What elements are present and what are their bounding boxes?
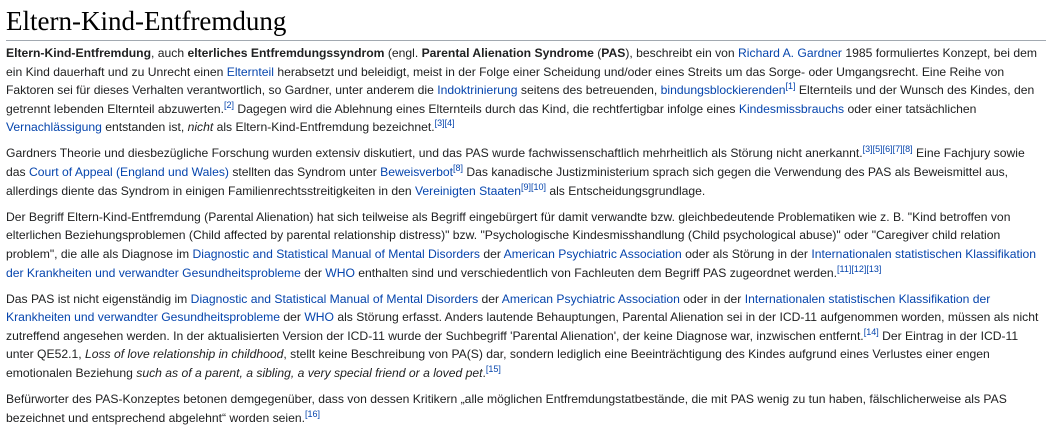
reference-superscript — [866, 263, 881, 273]
wiki-link[interactable]: Diagnostic and Statistical Manual of Mental Disorders — [192, 246, 480, 261]
wiki-link[interactable]: American Psychiatric Association — [501, 291, 680, 306]
reference-superscript — [863, 144, 873, 154]
reference-link[interactable]: [8] — [902, 144, 913, 155]
wiki-link[interactable]: American Psychiatric Association — [503, 246, 682, 261]
text-run: oder einer tatsächlichen — [844, 101, 977, 116]
text-run: Eine Fachjury sowie das — [6, 146, 1025, 180]
text-run: seitens des betreuenden, — [517, 83, 661, 98]
reference-link[interactable]: [8] — [453, 163, 464, 174]
reference-superscript — [837, 263, 851, 273]
text-run: , stellt keine Beschreibung von PA(S) dar, sondern lediglich eine Beeinträchtigung des Kindes aufgrund eines Verlustes einer engen emotionalen Beziehung — [6, 347, 990, 380]
text-run: Das PAS ist nicht eigenständig im — [6, 291, 191, 306]
text-run: . — [482, 366, 486, 380]
text-run: der — [280, 310, 305, 325]
reference-superscript — [864, 327, 879, 337]
wiki-link[interactable]: Kindesmissbrauchs — [738, 101, 845, 116]
paragraph — [6, 144, 1046, 200]
paragraph — [6, 390, 1046, 427]
text-run: Elternteils und der Wunsch des Kindes, den getrennt lebenden Elternteil abzuwerten. — [6, 83, 1035, 116]
text-run: oder als Störung in der — [681, 246, 812, 261]
reference-link[interactable]: [12] — [851, 263, 867, 274]
reference-link[interactable]: [15] — [485, 363, 501, 374]
italic-text: nicht — [187, 120, 214, 135]
text-run: Dagegen wird die Ablehnung eines Elternteils durch das Kind, die rechtfertigbar infolge eines — [234, 101, 739, 116]
reference-superscript — [873, 144, 883, 154]
wiki-link[interactable]: WHO — [325, 265, 355, 280]
text-run: der — [479, 246, 504, 261]
wiki-link[interactable]: Internationalen statistischen Klassifikation der Krankheiten und verwandter Gesundheitsprobleme — [6, 291, 991, 325]
reference-superscript — [531, 182, 546, 192]
reference-link[interactable]: [13] — [866, 263, 882, 274]
reference-link[interactable]: [14] — [863, 326, 879, 337]
reference-link[interactable]: [11] — [837, 263, 852, 274]
reference-link[interactable]: [3] — [434, 118, 445, 129]
wiki-link[interactable]: Vereinigten Staaten — [414, 183, 521, 198]
text-run: als Entscheidungsgrundlage. — [545, 183, 706, 198]
italic-text: Loss of love relationship in childhood — [84, 347, 284, 362]
reference-superscript — [893, 144, 903, 154]
wiki-link[interactable]: WHO — [304, 310, 334, 325]
bold-term: Eltern-Kind-Entfremdung — [6, 46, 151, 60]
reference-link[interactable]: [2] — [224, 99, 235, 110]
reference-superscript — [903, 144, 913, 154]
reference-link[interactable]: [5] — [872, 144, 883, 155]
wiki-link[interactable]: Vernachlässigung — [6, 120, 102, 135]
bold-term: PAS — [601, 46, 626, 60]
paragraph — [6, 208, 1046, 282]
reference-superscript — [305, 409, 320, 419]
wiki-link[interactable]: Beweisverbot — [380, 165, 454, 180]
text-run: ), beschreibt ein von — [625, 46, 739, 60]
bold-term: elterliches Entfremdungssyndrom — [187, 46, 385, 60]
reference-link[interactable]: [3] — [862, 144, 873, 155]
text-run: , auch — [151, 46, 188, 60]
text-run: Gardners Theorie und diesbezügliche Forschung wurden extensiv diskutiert, und das PAS wurde fachwissenschaftlich mehrheitlich als Störung nicht anerkannt. — [6, 146, 863, 161]
reference-superscript — [851, 263, 866, 273]
italic-text: such as of a parent, a sibling, a very special friend or a loved pet — [136, 366, 483, 380]
text-run: oder in der — [679, 291, 745, 306]
reference-superscript — [453, 163, 463, 173]
text-run: ( — [593, 46, 602, 60]
bold-term: Parental Alienation Syndrome — [421, 46, 594, 60]
text-run: als Eltern-Kind-Entfremdung bezeichnet. — [213, 120, 435, 135]
reference-superscript — [521, 182, 531, 192]
reference-link[interactable]: [6] — [882, 144, 893, 155]
text-run: der — [300, 265, 326, 280]
reference-superscript — [445, 118, 455, 128]
reference-link[interactable]: [10] — [530, 181, 546, 192]
text-run: Befürworter des PAS-Konzeptes betonen demgegenüber, dass von dessen Kritikern „alle möglichen Entfremdungstatbestände, die mit PAS wenig zu tun haben, fälschlicherweise als PAS bezeichnet und entsprechend abgelehnt“ worden seien. — [6, 392, 1007, 425]
wiki-link[interactable]: Court of Appeal (England und Wales) — [28, 165, 229, 180]
reference-superscript — [224, 100, 234, 110]
wiki-link[interactable]: Internationalen statistischen Klassifikation der Krankheiten und verwandter Gesundheitsprobleme — [6, 246, 1037, 280]
text-run: stellten das Syndrom unter — [228, 165, 381, 180]
wiki-link[interactable]: Indoktrinierung — [437, 83, 518, 98]
reference-superscript — [883, 144, 893, 154]
reference-link[interactable]: [1] — [785, 81, 796, 92]
paragraph — [6, 290, 1046, 383]
wiki-link[interactable]: Elternteil — [226, 64, 274, 79]
reference-link[interactable]: [7] — [892, 144, 903, 155]
text-run: der — [478, 291, 502, 306]
text-run: Der Eintrag in der ICD-11 unter QE52.1, — [6, 328, 1019, 362]
text-run: (engl. — [384, 46, 422, 60]
reference-link[interactable]: [4] — [444, 118, 455, 129]
reference-link[interactable]: [16] — [305, 408, 321, 419]
text-run: herabsetzt und beleidigt, meist in der Folge einer Scheidung und/oder eines Streits um das Sorge- oder Umgangsrecht. Eine Reihe von Faktoren sei für dieses Verhalten verantwortlich, so Gardner, unter anderem die — [6, 64, 1005, 98]
reference-superscript — [435, 118, 445, 128]
wiki-link[interactable]: Richard A. Gardner — [738, 46, 842, 60]
wiki-link[interactable]: Diagnostic and Statistical Manual of Mental Disorders — [190, 291, 479, 306]
page-title: Eltern-Kind-Entfremdung — [6, 4, 1046, 41]
text-run: als Störung erfasst. Anders lautende Behauptungen, Parental Alienation sei in der ICD-11 aufgenommen worden, müssen als nicht zutreffend angesehen werden. In der aktualisierten Version der ICD-11 wurde der Suchbegriff 'Parental Alienation', der keine Diagnose war, inzwischen entfernt. — [6, 310, 1039, 343]
article-body — [6, 44, 1046, 427]
text-run: enthalten sind und verschiedentlich von Fachleuten dem Begriff PAS zugeordnet werden. — [354, 265, 838, 280]
reference-superscript — [486, 364, 501, 374]
text-run: Der Begriff Eltern-Kind-Entfremdung (Parental Alienation) hat sich teilweise als Begriff eingebürgert für damit verwandte bzw. gleichbedeutende Problematiken wie z. B. "Kind betroffen von elterlichen Beziehungsproblemen (Child affected by parental relationship distress)" bzw. "Psychologische Kindesmisshandlung (Child psychological abuse)" oder "Caregiver child relation problem", die alle als Diagnose im — [6, 209, 1011, 261]
wiki-link[interactable]: bindungsblockierenden — [660, 83, 786, 98]
text-run: Das kanadische Justizministerium sprach sich gegen die Verwendung des PAS als Beweismittel aus, allerdings diente das Syndrom in einigen Familienrechtsstreitigkeiten in den — [6, 165, 1009, 198]
text-run: 1985 formuliertes Konzept, bei dem ein Kind dauerhaft und zu Unrecht einen — [6, 46, 1037, 79]
reference-link[interactable]: [9] — [520, 181, 531, 192]
reference-superscript — [786, 81, 796, 91]
text-run: entstanden ist, — [101, 120, 188, 135]
paragraph — [6, 44, 1046, 137]
